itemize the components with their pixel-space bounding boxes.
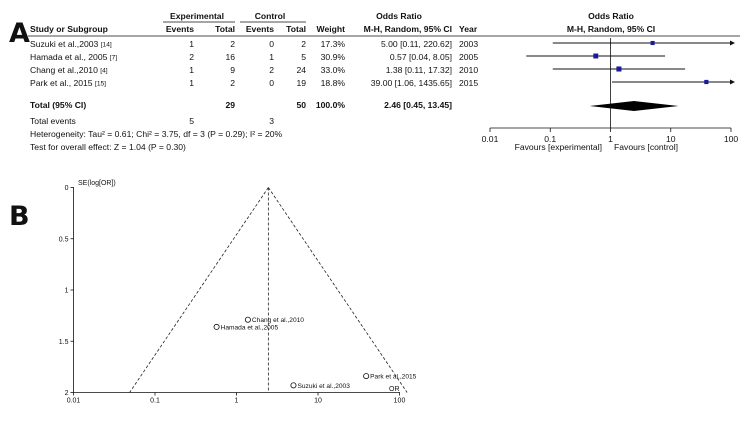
total-events-ctl: 3 [269,116,274,126]
total-ctl: 50 [296,100,306,110]
overall-effect-text: Test for overall effect: Z = 1.04 (P = 0.30) [30,142,186,152]
heterogeneity-text: Heterogeneity: Tau² = 0.61; Chi² = 3.75, df = 3 (P = 0.29); I² = 20% [30,129,283,139]
funnel-x-tick-label: 0.01 [66,397,81,405]
header-weight: Weight [316,24,345,34]
study-name: Park et al., 2015 [15] [30,78,106,88]
ctl-events: 2 [269,65,274,75]
funnel-y-tick-label: 0.5 [58,236,69,244]
header-ctl-total: Total [286,24,306,34]
header-study: Study or Subgroup [30,24,108,34]
weight: 18.8% [320,78,345,88]
funnel-point [364,374,417,381]
ctl-total: 19 [296,78,306,88]
ctl-events: 1 [269,52,274,62]
total-events-row [30,116,274,126]
total-ci-text: 2.46 [0.45, 13.45] [384,100,452,110]
total-events-label: Total events [30,116,76,126]
funnel-y-axis-label: SE(log[OR]) [78,180,116,187]
funnel-ci-left [130,188,269,393]
study-name: Suzuki et al.,2003 [14] [30,39,112,49]
funnel-point-marker [291,383,296,388]
funnel-point-label: Suzuki et al.,2003 [297,382,350,390]
funnel-point-marker [245,317,250,322]
ci-arrow [730,41,735,46]
exp-total: 9 [230,65,235,75]
study-name: Hamada et al., 2005 [7] [30,52,118,62]
study-effect-mark [553,66,685,71]
forest-x-tick-label: 0.1 [544,134,557,144]
year: 2010 [459,65,479,75]
funnel-point-label: Chang et al.,2010 [251,317,304,325]
ctl-events: 0 [269,39,274,49]
total-row [30,100,452,110]
forest-plot [0,0,750,170]
funnel-point [214,324,278,331]
total-label: Total (95% CI) [30,100,87,110]
funnel-point-marker [364,374,369,379]
exp-total: 16 [225,52,235,62]
header-plot-method: M-H, Random, 95% CI [566,24,656,34]
ci-text: 5.00 [0.11, 220.62] [380,39,452,49]
point-estimate [616,66,621,71]
ci-text: 0.57 [0.04, 8.05] [389,52,452,62]
funnel-point-label: Hamada et al.,2005 [220,324,279,332]
exp-events: 2 [189,52,194,62]
forest-x-tick-label: 10 [665,134,676,144]
table-row [30,78,478,88]
header-exp-events: Events [165,24,194,34]
header-method: M-H, Random, 95% CI [363,24,452,34]
study-name: Chang et al.,2010 [4] [30,65,108,75]
header-group-or-plot: Odds Ratio [588,11,634,21]
ci-arrow [730,80,735,85]
exp-events: 1 [189,65,194,75]
header-year: Year [459,24,478,34]
total-events-exp: 5 [189,116,194,126]
funnel-x-tick-label: 1 [234,397,239,405]
funnel-y-tick-label: 2 [64,390,69,397]
point-estimate [704,80,708,84]
forest-x-tick-label: 100 [723,134,739,144]
header-group-experimental: Experimental [170,11,224,21]
point-estimate [593,54,598,59]
favours-right-label: Favours [control] [614,142,678,152]
ci-text: 1.38 [0.11, 17.32] [385,65,452,75]
funnel-ci-right [268,188,407,393]
panel-label-a: A [9,18,30,49]
total-exp: 29 [225,100,235,110]
study-effect-mark [612,80,735,85]
ctl-events: 0 [269,78,274,88]
ctl-total: 2 [301,39,306,49]
funnel-point [245,317,304,324]
year: 2003 [459,39,479,49]
funnel-y-tick-label: 1.5 [58,338,69,346]
funnel-x-tick-label: 0.1 [150,397,160,405]
funnel-x-tick-label: 10 [314,397,322,405]
funnel-point-marker [214,324,219,329]
exp-total: 2 [230,39,235,49]
header-group-control: Control [254,11,286,21]
header-exp-total: Total [215,24,235,34]
forest-x-tick-label: 0.01 [481,134,499,144]
panel-label-b: B [9,201,30,232]
year: 2005 [459,52,479,62]
funnel-x-axis-label: OR [389,386,400,393]
funnel-point [291,383,350,390]
exp-total: 2 [230,78,235,88]
table-row [30,52,478,62]
table-row [30,39,478,49]
exp-events: 1 [189,39,194,49]
exp-events: 1 [189,78,194,88]
study-effect-mark [526,54,665,59]
ci-text: 39.00 [1.06, 1435.65] [370,78,452,88]
total-weight: 100.0% [315,100,345,110]
funnel-y-tick-label: 0 [64,185,69,192]
header-ctl-events: Events [245,24,274,34]
year: 2015 [459,78,479,88]
weight: 17.3% [320,39,345,49]
study-effect-mark [553,41,735,46]
ctl-total: 24 [296,65,306,75]
point-estimate [651,41,655,45]
forest-x-tick-label: 1 [608,134,613,144]
table-row [30,65,478,75]
weight: 30.9% [320,52,345,62]
funnel-point-label: Park et al.,2015 [370,373,417,381]
funnel-y-tick-label: 1 [64,287,69,295]
pooled-diamond [590,101,679,111]
header-group-or: Odds Ratio [376,11,422,21]
weight: 33.0% [320,65,345,75]
ctl-total: 5 [301,52,306,62]
favours-left-label: Favours [experimental] [514,142,602,152]
funnel-x-tick-label: 100 [393,397,406,405]
